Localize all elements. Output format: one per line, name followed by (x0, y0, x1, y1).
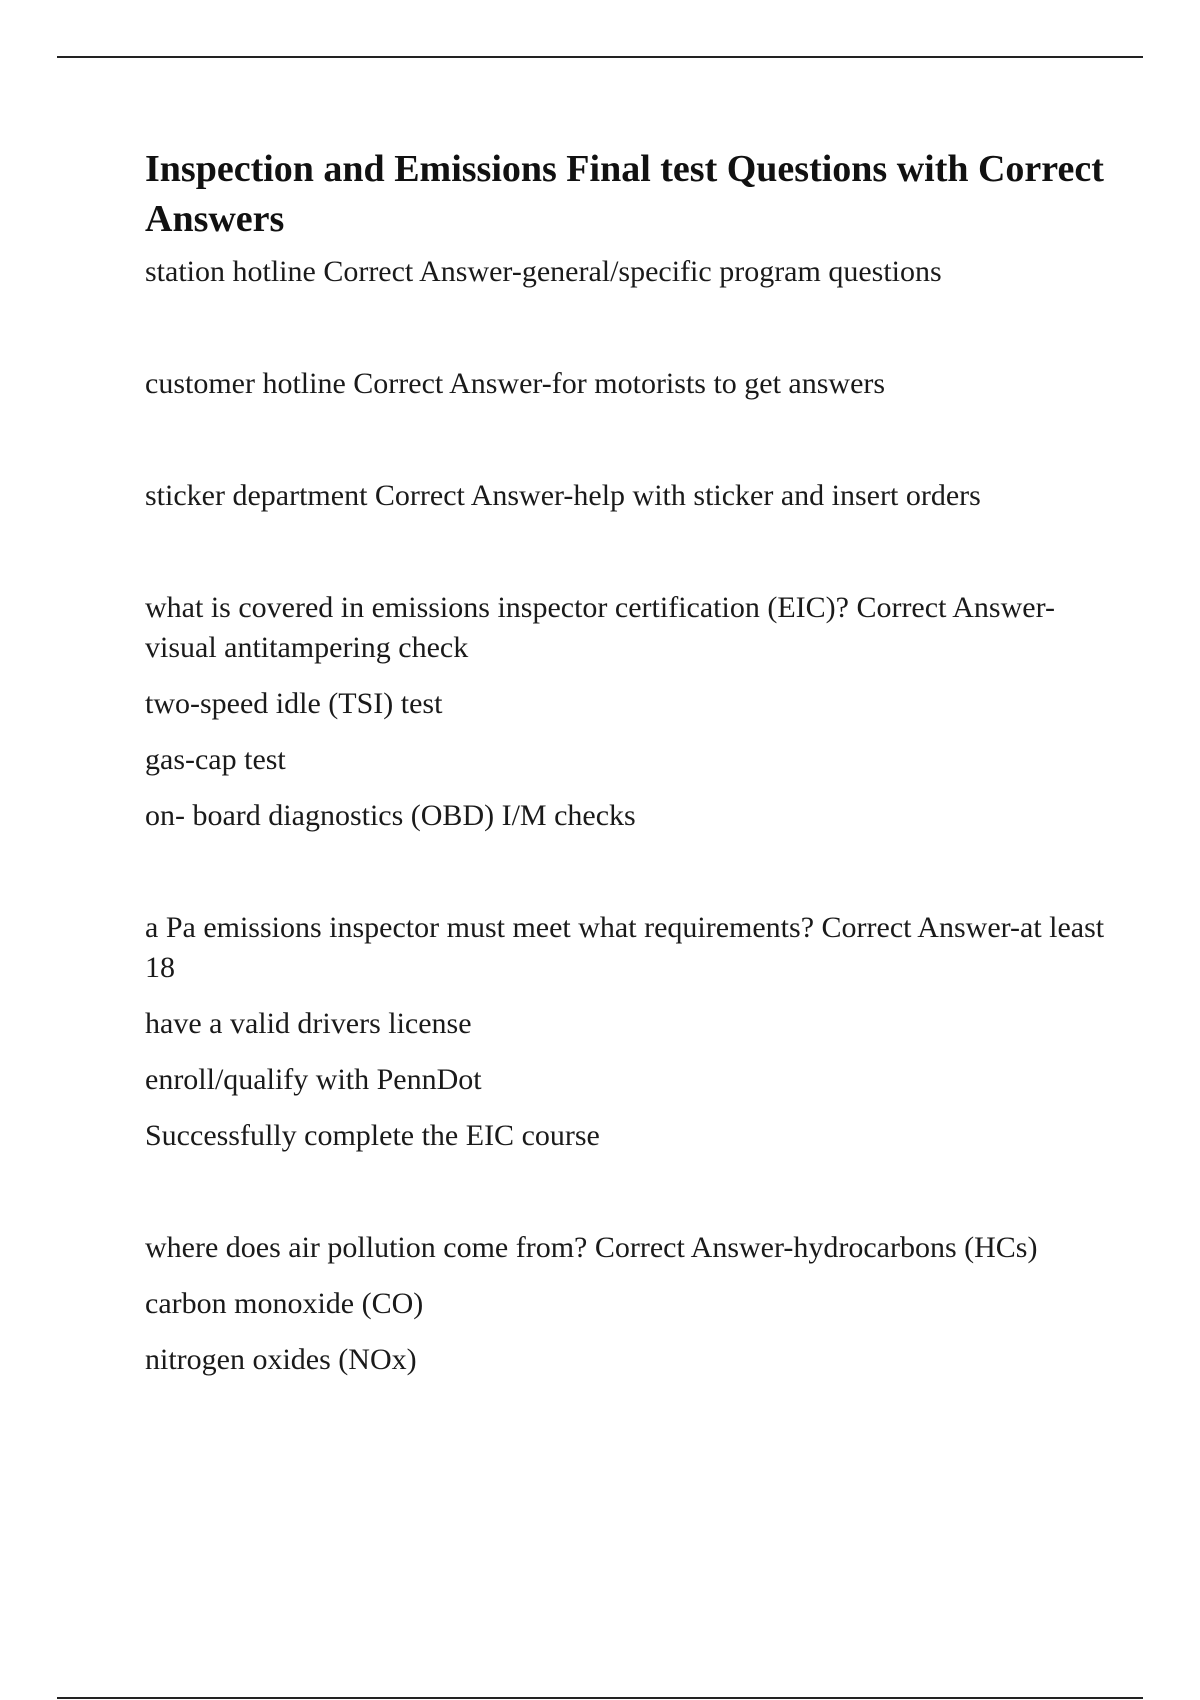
document-body (145, 144, 1105, 1380)
qa-line: what is covered in emissions inspector certification (EIC)? Correct Answer-visual antitampering check (145, 591, 1055, 664)
qa-entry-sticker-department (145, 476, 1105, 516)
bottom-rule (57, 1697, 1143, 1699)
qa-entry-air-pollution (145, 1228, 1105, 1380)
qa-line: nitrogen oxides (NOx) (145, 1343, 417, 1376)
qa-line: where does air pollution come from? Correct Answer-hydrocarbons (HCs) (145, 1231, 1038, 1264)
qa-line: on- board diagnostics (OBD) I/M checks (145, 799, 636, 832)
qa-line: station hotline Correct Answer-general/specific program questions (145, 255, 942, 288)
qa-line: enroll/qualify with PennDot (145, 1063, 482, 1096)
document-title: Inspection and Emissions Final test Questions with Correct Answers (145, 148, 1104, 240)
qa-entry-inspector-requirements (145, 908, 1105, 1156)
qa-entry-customer-hotline (145, 364, 1105, 404)
qa-line: carbon monoxide (CO) (145, 1287, 424, 1320)
qa-line: sticker department Correct Answer-help with sticker and insert orders (145, 479, 981, 512)
qa-line: a Pa emissions inspector must meet what requirements? Correct Answer-at least 18 (145, 911, 1105, 984)
qa-line: two-speed idle (TSI) test (145, 687, 443, 720)
qa-line: Successfully complete the EIC course (145, 1119, 600, 1152)
qa-line: customer hotline Correct Answer-for motorists to get answers (145, 367, 886, 400)
qa-line: have a valid drivers license (145, 1007, 472, 1040)
qa-line: gas-cap test (145, 743, 286, 776)
qa-entry-station-hotline (145, 252, 1105, 292)
top-rule (57, 56, 1143, 58)
qa-entry-eic-coverage (145, 588, 1105, 836)
